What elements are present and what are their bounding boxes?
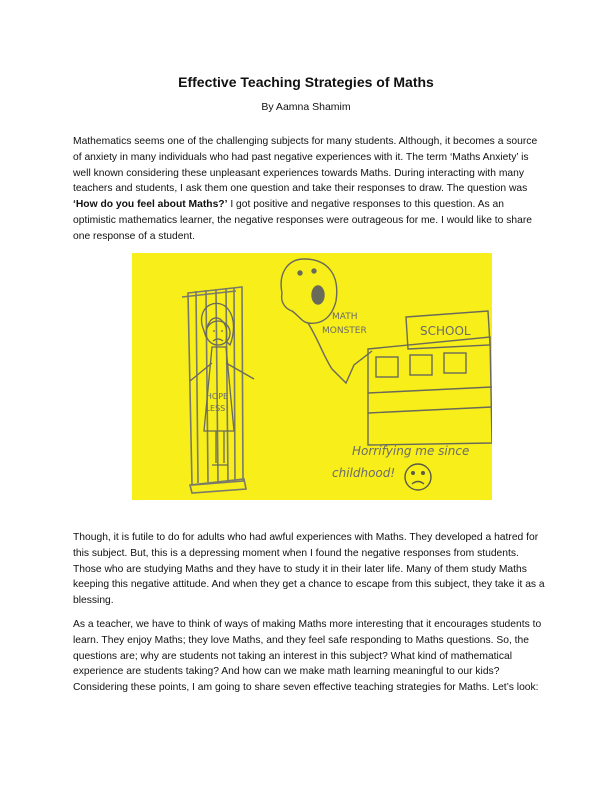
- caption-line1: Horrifying me since: [352, 444, 470, 458]
- hopeless-label-line2: LESS!: [205, 404, 229, 413]
- document-title: Effective Teaching Strategies of Maths: [178, 74, 434, 90]
- student-drawing: [132, 253, 492, 500]
- paragraph-intro: [73, 134, 548, 245]
- school-label: SCHOOL: [420, 324, 471, 338]
- math-monster-label-line1: MATH: [332, 312, 358, 322]
- survey-question: ‘How do you feel about Maths?’: [73, 199, 228, 211]
- paragraph-attitude: Though, it is futile to do for adults who had awful experiences with Maths. They developed a hatred for this subject. But, this is a depressing moment when I found the negative responses from students. Those who are studying Maths and they have to study it in their later life. Many of them study Maths keeping this negative attitude. And when they get a chance to escape from this subject, they take it as a blessing.: [73, 532, 545, 607]
- caption-line2: childhood!: [332, 466, 396, 480]
- paper-background: [132, 253, 492, 500]
- paragraph-teaching: As a teacher, we have to think of ways of making Maths more interesting that it encourages students to learn. They enjoy Maths; they love Maths, and they feel safe responding to Maths questions. So, the questions are; why are students not taking an interest in this subject? What kind of mathematical experience are students taking? And how can we make math learning meaningful to our kids? Considering these points, I am going to share seven effective teaching strategies for Maths. Let’s look:: [73, 619, 542, 694]
- author-byline: By Aamna Shamim: [261, 101, 351, 113]
- paragraph-intro-text: Mathematics seems one of the challenging subjects for many students. Although, it becomes a source of anxiety in many individuals who had past negative experiences with it. The term ‘Maths Anxiety’ is well known considering these unpleasant experiences towards Maths. During interacting with many teachers and students, I ask them one question and take their responses to draw. The question was: [73, 136, 538, 195]
- drawing-canvas: [132, 253, 492, 500]
- math-monster-label-line2: MONSTER: [322, 326, 367, 336]
- paragraph-intro-rest: I got positive and negative responses to this question. As an optimistic mathematics learner, the negative responses were outrageous for me. I would like to share one response of a student.: [73, 199, 533, 242]
- hopeless-label-line1: HOPE: [205, 392, 229, 401]
